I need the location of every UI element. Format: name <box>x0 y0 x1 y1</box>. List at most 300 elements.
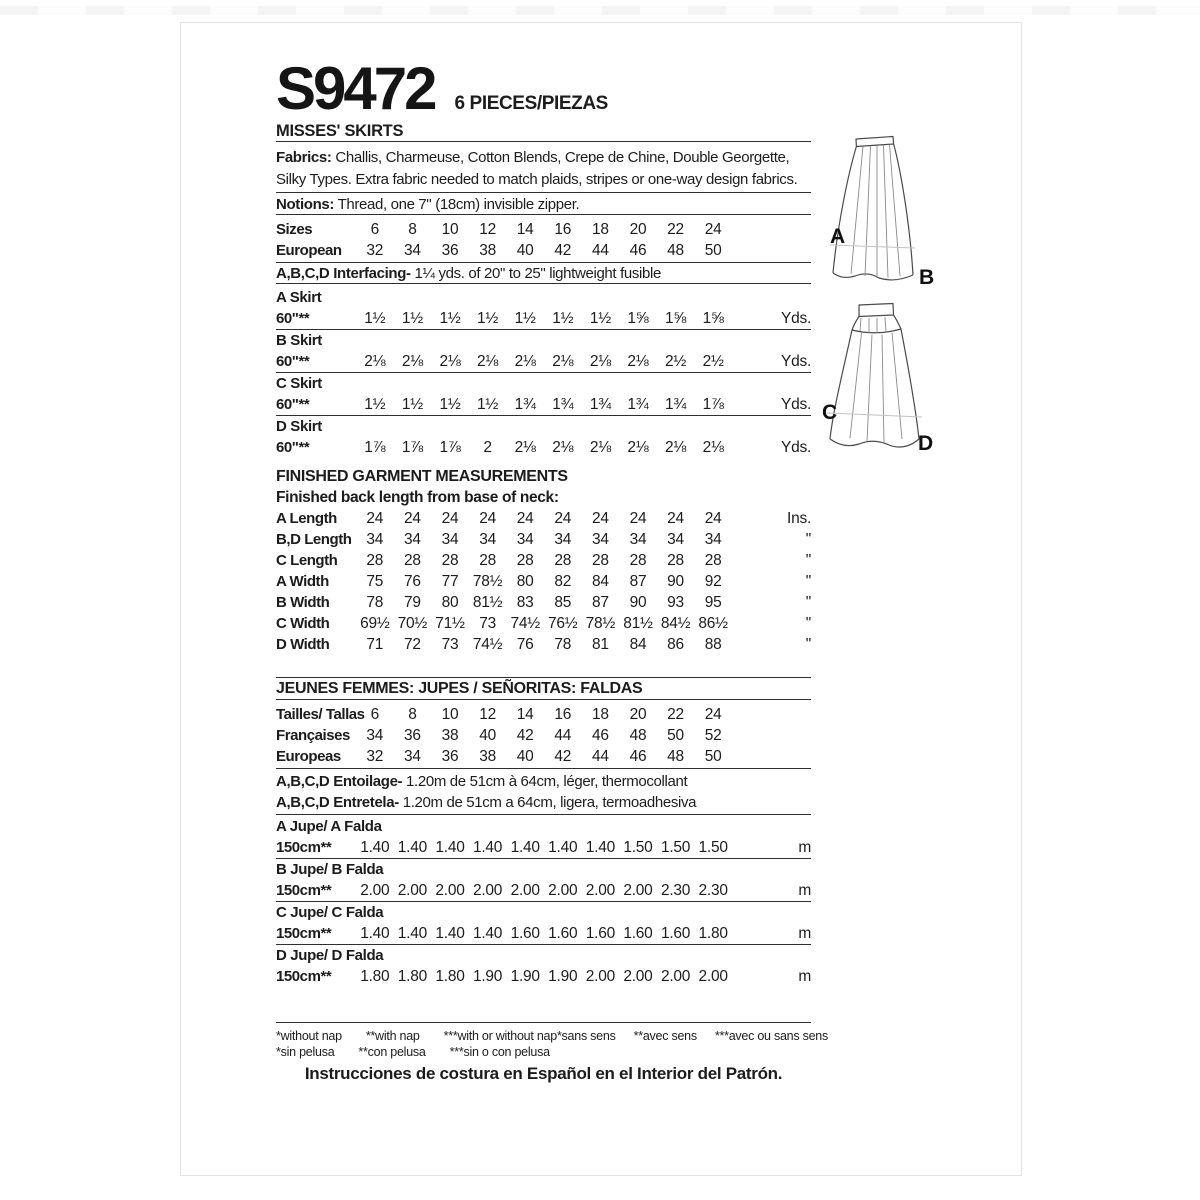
row-value: 24 <box>366 509 384 527</box>
row-value: 10 <box>441 705 459 723</box>
row-value: 34 <box>554 530 572 548</box>
row-value: 1.90 <box>548 967 578 985</box>
row-value: 1.40 <box>435 924 465 942</box>
row-unit: " <box>805 530 811 548</box>
row-value: 2½ <box>665 352 687 370</box>
row-value: 50 <box>704 241 722 259</box>
row-value: 34 <box>667 530 684 548</box>
row-value: 1¾ <box>552 395 574 413</box>
row-value: 84 <box>629 635 647 653</box>
row-value: 75 <box>366 572 384 590</box>
footnote: ***with or without nap <box>443 1029 557 1043</box>
pattern-number: S9472 <box>276 55 435 122</box>
row-value: 50 <box>667 726 684 744</box>
row-value: 1.40 <box>397 924 427 942</box>
table-row <box>276 529 811 550</box>
yardage-group <box>276 287 811 330</box>
row-value: 2⅛ <box>702 438 724 456</box>
row-value: 1½ <box>552 309 574 327</box>
view-name: B Skirt <box>276 332 322 349</box>
view-name: D Jupe/ D Falda <box>276 947 384 964</box>
row-value: 1⅞ <box>364 438 386 456</box>
yardage-group <box>276 373 811 416</box>
row-value: 44 <box>554 726 572 744</box>
row-unit: Yds. <box>780 395 811 413</box>
row-value: 74½ <box>472 635 503 653</box>
row-value: 24 <box>479 509 496 527</box>
view-b-label: B <box>919 266 935 289</box>
row-value: 2.00 <box>585 967 615 985</box>
row-unit: m <box>798 881 811 899</box>
row-value: 42 <box>516 726 534 744</box>
row-value: 2⅛ <box>514 438 536 456</box>
skirt-cd-illustration <box>809 299 979 479</box>
notions-text: Thread, one 7" (18cm) invisible zipper. <box>337 196 580 213</box>
row-label: 60"** <box>276 353 310 370</box>
row-label: 150cm** <box>276 882 332 899</box>
row-value: 32 <box>366 241 384 259</box>
notions-paragraph <box>276 195 811 215</box>
yardage-group <box>276 816 811 859</box>
row-value: 1.90 <box>510 967 540 985</box>
view-d-label: D <box>918 432 934 455</box>
row-value: 78½ <box>472 572 503 590</box>
row-value: 73 <box>441 635 459 653</box>
row-value: 24 <box>554 509 572 527</box>
row-value: 36 <box>404 726 421 744</box>
table-row <box>276 571 811 592</box>
row-value: 78 <box>366 593 384 611</box>
table-row <box>276 725 811 746</box>
row-value: 82 <box>554 572 572 590</box>
row-value: 1.80 <box>435 967 465 985</box>
table-row <box>276 966 811 987</box>
intl-sizes-table <box>276 704 811 769</box>
footnote: *sin pelusa <box>276 1045 335 1059</box>
row-value: 1¾ <box>514 395 536 413</box>
row-value: 2.00 <box>585 881 615 899</box>
row-label: A Width <box>276 573 329 590</box>
row-value: 84 <box>591 572 609 590</box>
row-unit: Yds. <box>780 352 811 370</box>
row-value: 2.00 <box>623 967 653 985</box>
row-value: 28 <box>554 551 572 569</box>
row-value: 1⅝ <box>665 309 687 327</box>
row-value: 50 <box>704 747 722 765</box>
row-value: 48 <box>667 241 684 259</box>
row-value: 73 <box>479 614 496 632</box>
row-value: 2.30 <box>698 881 728 899</box>
row-value: 1¾ <box>627 395 649 413</box>
row-value: 12 <box>479 705 496 723</box>
row-value: 84½ <box>660 614 691 632</box>
table-row <box>276 394 811 415</box>
row-value: 90 <box>629 593 647 611</box>
row-value: 1.40 <box>360 838 390 856</box>
footnote: **avec sens <box>633 1029 697 1043</box>
row-value: 74½ <box>510 614 540 632</box>
footnote: ***avec ou sans sens <box>714 1029 828 1043</box>
row-value: 1.80 <box>698 924 728 942</box>
table-row <box>276 837 811 858</box>
footnote: *sans sens <box>556 1029 616 1043</box>
page-title: MISSES' SKIRTS <box>276 122 811 142</box>
row-value: 1.40 <box>585 838 615 856</box>
row-value: 92 <box>704 572 722 590</box>
row-value: 1.80 <box>360 967 390 985</box>
footnotes-row-1 <box>276 1028 828 1044</box>
fabrics-text: Challis, Charmeuse, Cotton Blends, Crepe de Chine, Double Georgette, Silky Types. Extra fabric needed to match plaids, stripes or one-way design fabrics. <box>276 149 798 188</box>
row-value: 2.00 <box>698 967 728 985</box>
row-label: 60"** <box>276 439 310 456</box>
row-value: 28 <box>629 551 647 569</box>
row-value: 76 <box>404 572 421 590</box>
row-value: 24 <box>629 509 647 527</box>
row-value: 1⅞ <box>401 438 423 456</box>
view-name: B Jupe/ B Falda <box>276 861 384 878</box>
row-value: 1½ <box>364 309 386 327</box>
table-row <box>276 308 811 329</box>
table-row <box>276 437 811 458</box>
table-row <box>276 592 811 613</box>
row-value: 2⅛ <box>627 438 649 456</box>
row-label: Françaises <box>276 727 350 744</box>
row-value: 1⅝ <box>627 309 649 327</box>
footnotes <box>276 1022 828 1060</box>
row-value: 1.80 <box>397 967 427 985</box>
row-label: D Width <box>276 636 330 653</box>
row-value: 2⅛ <box>514 352 536 370</box>
interfacing-line <box>276 264 811 284</box>
row-unit: " <box>805 572 811 590</box>
masthead <box>276 55 811 122</box>
row-value: 1.40 <box>510 838 540 856</box>
row-value: 86 <box>667 635 684 653</box>
row-value: 81 <box>591 635 609 653</box>
row-value: 24 <box>667 509 684 527</box>
row-value: 83 <box>516 593 534 611</box>
row-value: 36 <box>441 241 459 259</box>
row-value: 1½ <box>589 309 611 327</box>
row-value: 16 <box>554 705 572 723</box>
row-value: 28 <box>441 551 459 569</box>
row-value: 2⅛ <box>364 352 386 370</box>
row-unit: Ins. <box>787 509 811 527</box>
footnote: **con pelusa <box>358 1045 426 1059</box>
row-value: 14 <box>516 705 534 723</box>
row-value: 1½ <box>477 309 499 327</box>
row-value: 1½ <box>401 395 423 413</box>
yardage-group <box>276 416 811 458</box>
row-value: 24 <box>516 509 534 527</box>
row-value: 81½ <box>472 593 503 611</box>
row-value: 1.40 <box>548 838 578 856</box>
row-value: 44 <box>591 241 609 259</box>
row-label: C Length <box>276 552 338 569</box>
row-unit: m <box>798 838 811 856</box>
yardage-table <box>276 287 811 458</box>
footnotes-spanish <box>276 1045 550 1059</box>
row-value: 2.30 <box>660 881 691 899</box>
row-value: 38 <box>479 747 496 765</box>
row-value: 32 <box>366 747 384 765</box>
fabrics-paragraph <box>276 147 811 193</box>
row-value: 90 <box>667 572 684 590</box>
fabrics-label: Fabrics: <box>276 149 332 166</box>
row-value: 86½ <box>698 614 728 632</box>
row-value: 24 <box>704 509 722 527</box>
row-value: 24 <box>441 509 459 527</box>
view-name: A Jupe/ A Falda <box>276 818 382 835</box>
row-value: 16 <box>554 220 572 238</box>
row-value: 78½ <box>585 614 616 632</box>
row-label: 60"** <box>276 396 310 413</box>
row-value: 46 <box>591 726 609 744</box>
row-value: 36 <box>441 747 459 765</box>
row-value: 1.40 <box>360 924 390 942</box>
row-label: 150cm** <box>276 925 332 942</box>
finished-rows <box>276 508 811 655</box>
row-value: 18 <box>591 220 609 238</box>
row-value: 24 <box>591 509 609 527</box>
row-value: 80 <box>441 593 459 611</box>
row-label: Europeas <box>276 748 341 765</box>
entretela-text: 1.20m de 51cm a 64cm, ligera, termoadhesiva <box>402 794 697 811</box>
row-value: 78 <box>554 635 572 653</box>
row-value: 6 <box>370 220 379 238</box>
row-value: 8 <box>408 705 417 723</box>
row-value: 46 <box>629 747 647 765</box>
view-c-label: C <box>822 401 838 424</box>
entretela-label: A,B,C,D Entretela- <box>276 794 399 811</box>
view-name: C Skirt <box>276 375 322 392</box>
entoilage-text: 1.20m de 51cm à 64cm, léger, thermocollant <box>406 773 688 790</box>
row-value: 77 <box>441 572 459 590</box>
row-unit: Yds. <box>780 438 811 456</box>
row-value: 22 <box>667 220 684 238</box>
table-row <box>276 219 811 240</box>
row-value: 34 <box>479 530 496 548</box>
row-value: 24 <box>404 509 421 527</box>
row-value: 1.90 <box>472 967 503 985</box>
row-value: 52 <box>704 726 722 744</box>
row-value: 14 <box>516 220 534 238</box>
row-value: 1⅝ <box>702 309 724 327</box>
row-value: 38 <box>479 241 496 259</box>
pattern-envelope-back <box>180 22 1022 1176</box>
row-value: 69½ <box>360 614 390 632</box>
row-label: B,D Length <box>276 531 352 548</box>
row-value: 24 <box>704 705 722 723</box>
footnotes-english <box>276 1029 557 1043</box>
table-row <box>276 634 811 655</box>
table-row <box>276 351 811 372</box>
table-row <box>276 746 811 767</box>
row-value: 20 <box>629 705 647 723</box>
row-value: 28 <box>516 551 534 569</box>
entoilage-label: A,B,C,D Entoilage- <box>276 773 403 790</box>
row-value: 1⅞ <box>702 395 724 413</box>
sizes-table <box>276 219 811 263</box>
row-label: C Width <box>276 615 330 632</box>
row-value: 2⅛ <box>589 352 611 370</box>
row-label: 150cm** <box>276 968 332 985</box>
row-label: 60"** <box>276 310 310 327</box>
row-value: 22 <box>667 705 684 723</box>
table-row <box>276 613 811 634</box>
row-value: 28 <box>667 551 684 569</box>
row-value: 6 <box>370 705 379 723</box>
row-unit: " <box>805 551 811 569</box>
row-value: 46 <box>629 241 647 259</box>
table-row <box>276 240 811 261</box>
row-value: 2⅛ <box>552 352 574 370</box>
yardage-group <box>276 902 811 945</box>
view-name: C Jupe/ C Falda <box>276 904 384 921</box>
row-value: 10 <box>441 220 459 238</box>
row-value: 1½ <box>439 395 461 413</box>
row-label: Tailles/ Tallas <box>276 706 365 723</box>
view-name: A Skirt <box>276 289 322 306</box>
footnote: ***sin o con pelusa <box>449 1045 550 1059</box>
skirt-ab-illustration <box>813 129 973 302</box>
table-row <box>276 923 811 944</box>
finished-measurements <box>276 466 811 655</box>
row-value: 85 <box>554 593 572 611</box>
row-value: 34 <box>591 530 609 548</box>
row-value: 2.00 <box>548 881 578 899</box>
yardage-group <box>276 330 811 373</box>
row-value: 2⅛ <box>477 352 499 370</box>
row-value: 34 <box>704 530 722 548</box>
row-value: 93 <box>667 593 684 611</box>
row-value: 2.00 <box>435 881 465 899</box>
row-value: 34 <box>366 530 384 548</box>
row-value: 1.50 <box>698 838 728 856</box>
row-label: A Length <box>276 510 337 527</box>
row-value: 1.40 <box>472 924 503 942</box>
row-value: 28 <box>366 551 384 569</box>
row-value: 28 <box>404 551 421 569</box>
row-label: European <box>276 242 342 259</box>
row-value: 1.60 <box>585 924 615 942</box>
row-value: 12 <box>479 220 496 238</box>
row-value: 1.60 <box>548 924 578 942</box>
row-value: 2.00 <box>623 881 653 899</box>
row-value: 2⅛ <box>589 438 611 456</box>
row-value: 34 <box>366 726 384 744</box>
row-value: 18 <box>591 705 609 723</box>
row-value: 1.40 <box>397 838 427 856</box>
yardage-group <box>276 945 811 987</box>
row-value: 2.00 <box>472 881 503 899</box>
row-value: 1.40 <box>435 838 465 856</box>
row-value: 1.40 <box>472 838 503 856</box>
row-value: 34 <box>441 530 459 548</box>
row-unit: " <box>805 635 811 653</box>
footnote: **with nap <box>365 1029 420 1043</box>
row-value: 71 <box>366 635 384 653</box>
row-value: 2⅛ <box>401 352 423 370</box>
row-value: 79 <box>404 593 421 611</box>
row-value: 34 <box>516 530 534 548</box>
row-value: 1⅞ <box>439 438 461 456</box>
row-value: 1½ <box>401 309 423 327</box>
row-value: 48 <box>629 726 647 744</box>
row-unit: m <box>798 967 811 985</box>
row-value: 24 <box>704 220 722 238</box>
row-value: 70½ <box>397 614 428 632</box>
spanish-instructions-note: Instrucciones de costura en Español en el Interior del Patrón. <box>304 1064 783 1083</box>
yardage-group <box>276 859 811 902</box>
row-label: Sizes <box>276 221 313 238</box>
row-value: 8 <box>408 220 417 238</box>
row-value: 71½ <box>435 614 465 632</box>
row-value: 34 <box>629 530 647 548</box>
row-value: 2⅛ <box>627 352 649 370</box>
row-value: 1½ <box>364 395 386 413</box>
footnotes-french <box>557 1029 828 1043</box>
row-value: 42 <box>554 241 572 259</box>
row-value: 44 <box>591 747 609 765</box>
row-value: 1½ <box>439 309 461 327</box>
view-name: D Skirt <box>276 418 322 435</box>
table-row <box>276 550 811 571</box>
row-unit: " <box>805 614 811 632</box>
row-unit: " <box>805 593 811 611</box>
entoilage-line <box>276 771 811 792</box>
row-value: 2.00 <box>510 881 540 899</box>
row-value: 28 <box>704 551 722 569</box>
torn-paper-edge <box>0 6 1200 15</box>
row-label: B Width <box>276 594 330 611</box>
row-value: 40 <box>479 726 496 744</box>
interlining-paragraph <box>276 771 811 815</box>
row-value: 1½ <box>514 309 536 327</box>
row-value: 2.00 <box>660 967 691 985</box>
row-value: 34 <box>404 530 421 548</box>
row-value: 1.50 <box>623 838 653 856</box>
row-value: 1.60 <box>510 924 540 942</box>
row-value: 28 <box>591 551 609 569</box>
row-value: 76½ <box>548 614 578 632</box>
row-value: 1.50 <box>660 838 691 856</box>
row-value: 34 <box>404 747 421 765</box>
row-value: 2⅛ <box>552 438 574 456</box>
row-value: 42 <box>554 747 572 765</box>
row-value: 48 <box>667 747 684 765</box>
row-value: 76 <box>516 635 534 653</box>
row-value: 40 <box>516 747 534 765</box>
row-value: 20 <box>629 220 647 238</box>
intl-heading: JEUNES FEMMES: JUPES / SEÑORITAS: FALDAS <box>276 677 811 700</box>
row-value: 88 <box>704 635 722 653</box>
row-value: 2⅛ <box>439 352 461 370</box>
row-value: 1½ <box>477 395 499 413</box>
row-value: 1¾ <box>665 395 687 413</box>
table-row <box>276 880 811 901</box>
row-value: 2 <box>483 438 492 456</box>
finished-subheading: Finished back length from base of neck: <box>276 489 559 506</box>
interfacing-text: 1¼ yds. of 20" to 25" lightweight fusible <box>414 265 661 282</box>
entretela-line <box>276 792 811 813</box>
interfacing-label: A,B,C,D Interfacing- <box>276 265 411 282</box>
row-value: 38 <box>441 726 459 744</box>
row-value: 1.60 <box>623 924 653 942</box>
row-value: 2.00 <box>397 881 427 899</box>
row-value: 34 <box>404 241 421 259</box>
row-value: 28 <box>479 551 496 569</box>
